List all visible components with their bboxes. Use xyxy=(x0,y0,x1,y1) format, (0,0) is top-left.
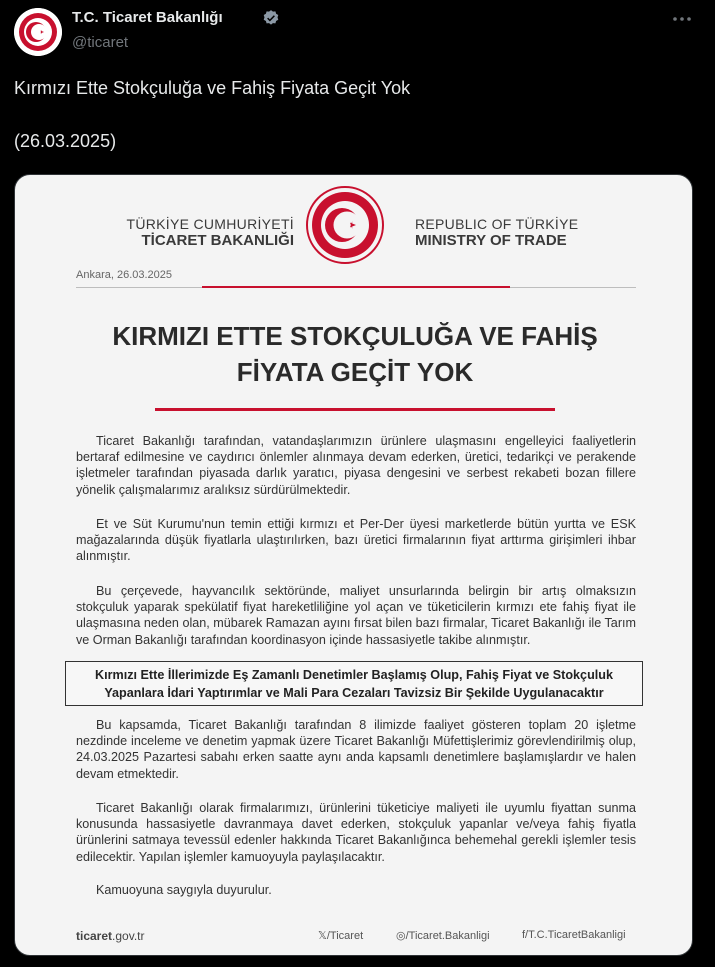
paragraph-6: Kamuoyuna saygıyla duyurulur. xyxy=(96,883,272,897)
paragraph-1: Ticaret Bakanlığı tarafından, vatandaşlarımızın ürünlere ulaşmasını engelleyici faaliyetlerin bertaraf edilmesine ve caydırıcı önlemler alınmaya devam ederken, üretici, tedarikçi ve perakende işletmeler tarafından piyasada darlık yaratıcı, piyasa dengesini ve serbest rekabeti bozan fillere yönelik çalışmalarımız aralıksız sürdürülmektedir. xyxy=(76,434,636,497)
avatar[interactable] xyxy=(14,8,62,56)
footer-website xyxy=(76,929,145,943)
footer-website-rest: .gov.tr xyxy=(112,929,145,943)
header-en-top: REPUBLIC OF TÜRKİYE xyxy=(415,216,579,232)
paragraph-2: Et ve Süt Kurumu'nun temin ettiği kırmızı et Per-Der üyesi marketlerde bütün yurtta ve ESK mağazalarında düşük fiyatlarla ulaştırılırken, bazı üretici firmalarının fiyat arttırma girişimleri ihbar alınmıştır. xyxy=(76,517,636,564)
post-date-text: (26.03.2025) xyxy=(14,131,117,151)
document-title xyxy=(55,318,655,390)
footer-facebook-handle: f/T.C.TicaretBakanligi xyxy=(522,929,626,941)
account-name[interactable]: T.C. Ticaret Bakanlığı xyxy=(72,9,223,26)
header-tr-bottom: TİCARET BAKANLIĞI xyxy=(141,232,294,249)
account-handle[interactable]: @ticaret xyxy=(72,34,129,51)
paragraph-4: Bu kapsamda, Ticaret Bakanlığı tarafından 8 ilimizde faaliyet gösteren toplam 20 işletme nezdinde inceleme ve denetim yapmak üzere Ticaret Bakanlığı Müfettişlerimiz görevlendirilmiş olup, 24.03.2025 Pazartesi sabahı erken saatte aynı anda kapsamlı denetimlere başlamışlardır ve halen devam etmektedir. xyxy=(76,718,636,781)
post-header xyxy=(0,0,715,64)
paragraph-3: Bu çerçevede, hayvancılık sektöründe, maliyet unsurlarında belirgin bir artış olmaksızın stokçuluk yaparak spekülatif fiyat hareketliliğine yol açan ve tüketicilerin kırmızı ete fahiş fiyat ile ulaşmasına neden olan, mübarek Ramazan ayını fırsat bilen bazı firmalar, Ticaret Bakanlığı ile Tarım ve Orman Bakanlığı tarafından koordinasyon içinde hassasiyetle takibe alınmıştır. xyxy=(76,584,636,647)
footer-x-handle: 𝕏/Ticaret xyxy=(318,930,364,942)
paragraph-5: Ticaret Bakanlığı olarak firmalarımızı, ürünlerini tüketiciye maliyeti ile uyumlu fiyattan sunma konusunda hassasiyetle davranmaya davet ederken, stokçuluk yapanlar ve/veya fahiş fiyatla ürünlerini satmaya tevessül edenler hakkında Ticaret Bakanlığınca behemehal gerekli işlemler tesis edilecektir. Yapılan işlemler kamuoyuyla paylaşılacaktır. xyxy=(76,801,636,864)
highlight-line1: Kırmızı Ette İllerimizde Eş Zamanlı Denetimler Başlamış Olup, Fahiş Fiyat ve Stokçuluk xyxy=(95,668,613,682)
press-release-document xyxy=(15,175,693,956)
document-title-line1: KIRMIZI ETTE STOKÇULUĞA VE FAHİŞ xyxy=(112,321,598,351)
header-en-bottom: MINISTRY OF TRADE xyxy=(415,232,567,249)
header-tr-top: TÜRKİYE CUMHURİYETİ xyxy=(126,216,294,232)
title-underline xyxy=(155,408,555,411)
footer-website-bold: ticaret xyxy=(76,929,113,943)
divider-accent xyxy=(202,286,510,288)
more-horizontal-icon[interactable] xyxy=(670,10,694,28)
verified-badge-icon xyxy=(262,9,280,27)
ministry-emblem-icon xyxy=(305,185,385,265)
highlight-box xyxy=(65,661,643,706)
place-date: Ankara, 26.03.2025 xyxy=(76,269,173,281)
attached-image[interactable] xyxy=(14,174,693,956)
document-title-line2: FİYATA GEÇİT YOK xyxy=(236,357,474,387)
highlight-line2: Yapanlara İdari Yaptırımlar ve Mali Para Cezaları Tavizsiz Bir Şekilde Uygulanacaktır xyxy=(104,686,604,700)
ministry-logo-icon xyxy=(14,8,62,56)
footer-instagram-handle: ◎/Ticaret.Bakanligi xyxy=(396,930,490,942)
post-text: Kırmızı Ette Stokçuluğa ve Fahiş Fiyata Geçit Yok xyxy=(14,78,411,98)
